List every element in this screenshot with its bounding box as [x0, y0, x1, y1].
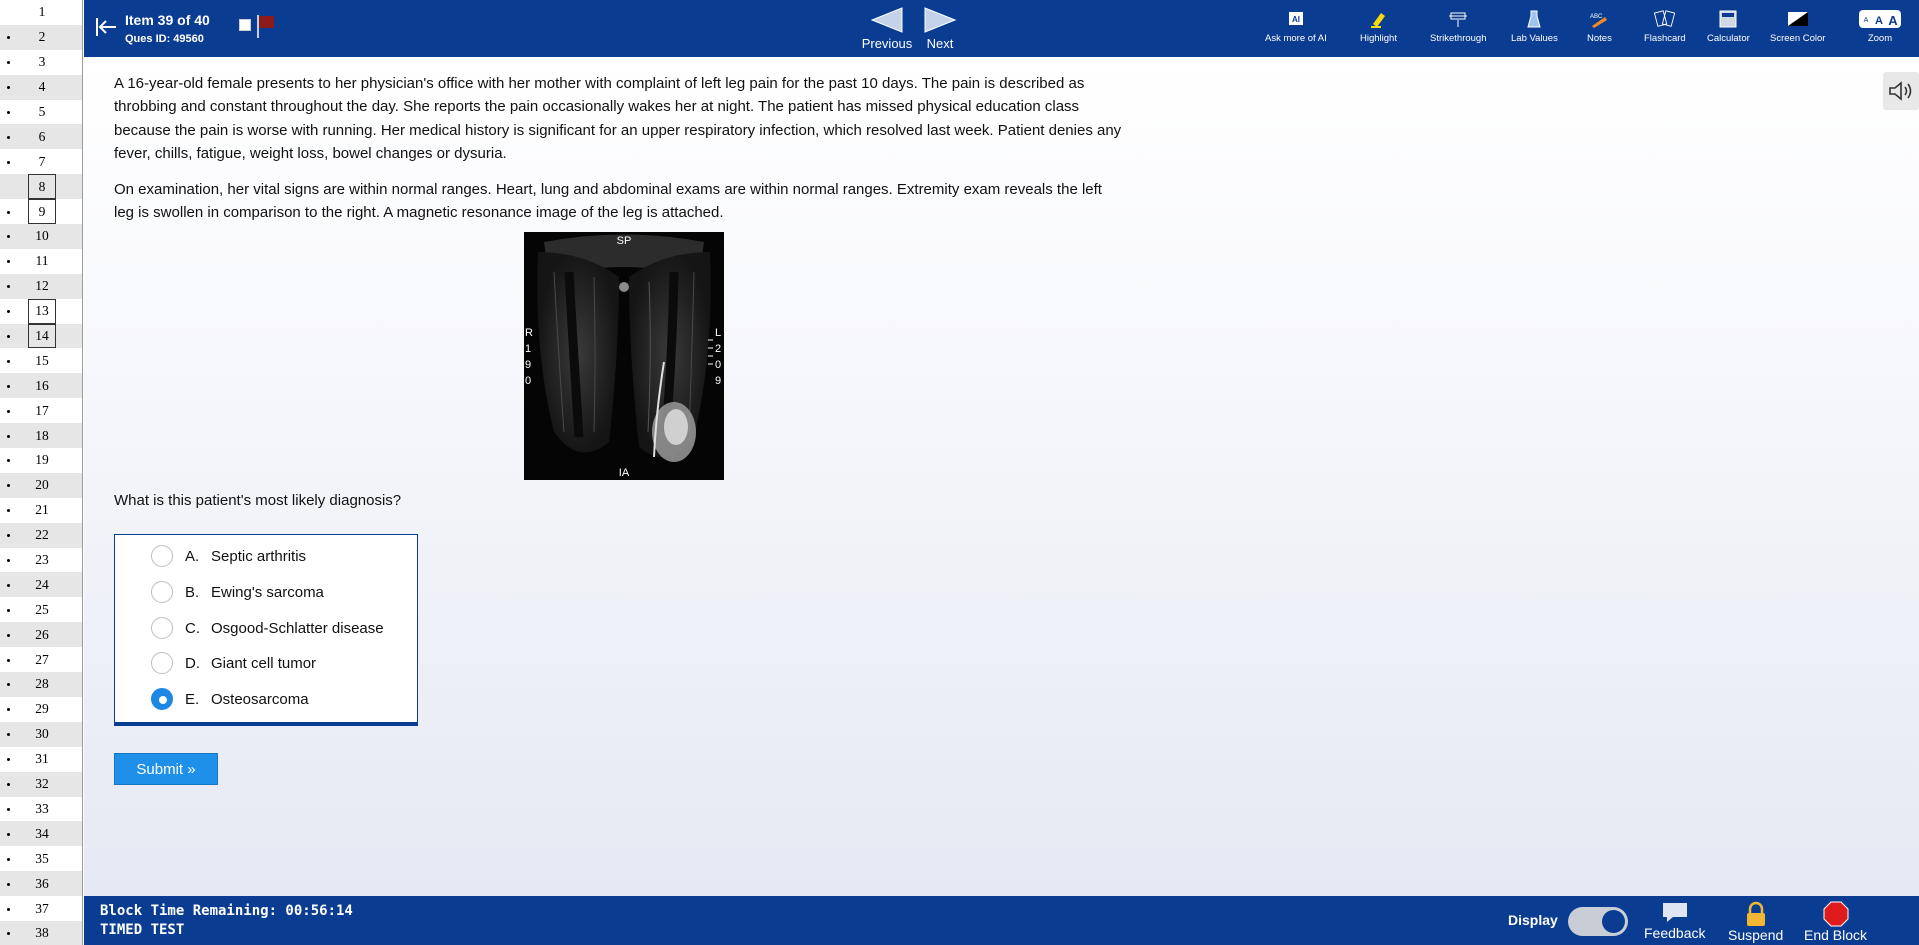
submit-button[interactable]: Submit » [114, 753, 218, 785]
flag-icon[interactable] [256, 13, 276, 39]
radio-button[interactable] [151, 652, 173, 674]
screen-color-icon [1787, 9, 1809, 29]
previous-label: Previous [861, 36, 913, 51]
mri-label-right: 0 [715, 359, 722, 371]
dot-icon [7, 310, 10, 313]
question-list-item[interactable]: 38 [0, 921, 82, 945]
dot-icon [7, 410, 10, 413]
strikethrough-button[interactable]: Strikethrough [1430, 9, 1487, 44]
dot-icon [7, 609, 10, 612]
bottom-toolbar [84, 896, 1919, 945]
question-paragraph: On examination, her vital signs are within normal ranges. Heart, lung and abdominal exams are within normal ranges. Extremity exam reveals the left leg is swollen in comparison to the right. A magnetic resonance image of the leg is attached. [114, 181, 1102, 222]
radio-button[interactable] [151, 545, 173, 567]
back-arrow-icon[interactable] [94, 14, 118, 40]
question-list-item[interactable]: 37 [0, 896, 82, 921]
next-button[interactable] [910, 6, 970, 51]
question-list-item[interactable]: 13 [0, 299, 82, 324]
stop-icon [1823, 901, 1849, 927]
ai-icon [1288, 9, 1304, 29]
dot-icon [7, 235, 10, 238]
flashcard-icon [1652, 9, 1678, 29]
radio-button-selected[interactable] [151, 688, 173, 710]
dot-icon [7, 659, 10, 662]
flashcard-button[interactable]: Flashcard [1644, 9, 1686, 44]
dot-icon [7, 808, 10, 811]
answer-choice-d[interactable]: D. Giant cell tumor [151, 651, 316, 675]
dot-icon [7, 783, 10, 786]
dot-icon [7, 86, 10, 89]
answer-choice-b[interactable]: B. Ewing's sarcoma [151, 580, 324, 604]
mri-label-left: 1 [525, 343, 532, 355]
previous-button[interactable] [857, 6, 917, 51]
calculator-icon [1718, 9, 1738, 29]
highlight-button[interactable]: Highlight [1360, 9, 1397, 44]
feedback-button[interactable]: Feedback [1644, 901, 1705, 941]
question-list-item[interactable]: 10 [0, 224, 82, 249]
question-list-item[interactable]: 3 [0, 50, 82, 75]
question-list-item[interactable]: 31 [0, 747, 82, 772]
item-counter: Item 39 of 40 [125, 12, 210, 28]
dot-icon [7, 459, 10, 462]
question-list-item[interactable]: 8 [0, 174, 82, 199]
question-list-item[interactable]: 1 [38, 4, 46, 20]
question-list-item[interactable]: 21 [0, 498, 82, 523]
mri-label-right: 9 [715, 375, 722, 387]
question-list-item[interactable]: 34 [0, 821, 82, 846]
speaker-icon [1887, 80, 1915, 102]
question-list-item[interactable]: 22 [0, 523, 82, 548]
dot-icon [7, 908, 10, 911]
question-list-item[interactable]: 29 [0, 697, 82, 722]
svg-text:ABC: ABC [1590, 14, 1603, 20]
question-list-item[interactable]: 7 [0, 149, 82, 174]
zoom-button[interactable]: A A A Zoom [1858, 9, 1902, 44]
dot-icon [7, 260, 10, 263]
dot-icon [7, 484, 10, 487]
question-list-item[interactable]: 17 [0, 398, 82, 423]
notes-button[interactable]: ABC Notes [1587, 9, 1612, 44]
question-list-item[interactable]: 24 [0, 572, 82, 597]
feedback-icon [1660, 901, 1690, 925]
question-list-item[interactable]: 2 [0, 25, 82, 50]
question-stem: What is this patient's most likely diagnosis? [114, 492, 402, 509]
svg-text:AI: AI [1291, 15, 1300, 24]
dot-icon [7, 932, 10, 935]
answer-choice-e[interactable]: E. Osteosarcoma [151, 687, 309, 711]
previous-arrow-icon [870, 6, 904, 34]
answer-choices [114, 534, 418, 726]
question-list-item[interactable]: 16 [0, 373, 82, 398]
mri-label-left: 9 [525, 359, 532, 371]
end-block-button[interactable]: End Block [1804, 901, 1867, 943]
question-list-item[interactable]: 11 [0, 249, 82, 274]
question-list-item[interactable]: 20 [0, 473, 82, 498]
question-list-item[interactable]: 33 [0, 797, 82, 822]
lock-icon [1743, 901, 1769, 927]
question-list-item[interactable]: 15 [0, 348, 82, 373]
question-list-item[interactable]: 36 [0, 871, 82, 896]
dot-icon [7, 733, 10, 736]
svg-text:A: A [1888, 13, 1898, 28]
question-list-item[interactable]: 27 [0, 647, 82, 672]
question-list-item[interactable]: 9 [0, 199, 82, 224]
question-id: Ques ID: 49560 [125, 33, 204, 45]
answer-choice-a[interactable]: A. Septic arthritis [151, 544, 306, 568]
next-label: Next [926, 36, 954, 51]
mri-label-left: 0 [525, 375, 532, 387]
question-list-item[interactable]: 18 [0, 423, 82, 448]
zoom-icon [1858, 9, 1902, 29]
dot-icon [7, 111, 10, 114]
notes-icon [1588, 9, 1610, 29]
dot-icon [7, 136, 10, 139]
question-list-item[interactable]: 30 [0, 722, 82, 747]
mri-image[interactable] [524, 232, 724, 480]
display-toggle[interactable] [1568, 907, 1628, 936]
lab-values-button[interactable]: Lab Values [1511, 9, 1558, 44]
strikethrough-icon [1448, 9, 1468, 29]
calculator-button[interactable]: Calculator [1707, 9, 1750, 44]
svg-text:A: A [1863, 17, 1869, 24]
question-list-item[interactable]: 19 [0, 448, 82, 473]
svg-text:A: A [1875, 15, 1883, 27]
question-list-item[interactable]: 26 [0, 622, 82, 647]
dot-icon [7, 509, 10, 512]
mri-label-bottom: IA [618, 467, 630, 479]
dot-icon [7, 211, 10, 214]
question-list [0, 0, 83, 945]
mri-thigh-image [524, 232, 724, 480]
answer-choice-c[interactable]: C. Osgood-Schlatter disease [151, 616, 384, 640]
question-list-item[interactable]: 28 [0, 672, 82, 697]
question-list-item[interactable]: 6 [0, 124, 82, 149]
test-mode: TIMED TEST [100, 922, 185, 938]
mri-label-right: 2 [715, 343, 722, 355]
dot-icon [7, 435, 10, 438]
dot-icon [7, 683, 10, 686]
dot-icon [7, 883, 10, 886]
display-label: Display [1508, 912, 1558, 928]
dot-icon [7, 584, 10, 587]
dot-icon [7, 36, 10, 39]
dot-icon [7, 559, 10, 562]
question-list-item[interactable]: 14 [0, 324, 82, 349]
question-list-item[interactable]: 25 [0, 597, 82, 622]
dot-icon [7, 634, 10, 637]
dot-icon [7, 858, 10, 861]
question-list-item[interactable]: 4 [0, 75, 82, 100]
mri-label-right: L [715, 327, 722, 339]
dot-icon [7, 360, 10, 363]
mri-label-top: SP [616, 235, 632, 247]
mark-checkbox[interactable] [239, 19, 251, 31]
question-list-item[interactable]: 12 [0, 274, 82, 299]
highlighter-icon [1368, 9, 1388, 29]
radio-button[interactable] [151, 581, 173, 603]
question-list-item[interactable]: 5 [0, 100, 82, 125]
dot-icon [7, 61, 10, 64]
dot-icon [7, 534, 10, 537]
radio-button[interactable] [151, 617, 173, 639]
ask-ai-button[interactable]: AI Ask more of AI [1265, 9, 1327, 44]
dot-icon [7, 833, 10, 836]
question-paragraph: A 16-year-old female presents to her physician's office with her mother with complaint of left leg pain for the past 10 days. The pain is described as throbbing and constant throughout the day. She reports the pain occasionally wakes her at night. The patient has missed physical education class because the pain is worse with running. Her medical history is significant for an upper respiratory infection, which resolved last week. Patient denies any fever, chills, fatigue, weight loss, bowel changes or dysuria. [114, 75, 1122, 163]
screen-color-button[interactable]: Screen Color [1770, 9, 1825, 44]
dot-icon [7, 708, 10, 711]
toggle-knob [1602, 910, 1625, 933]
question-list-item[interactable]: 35 [0, 846, 82, 871]
question-list-item[interactable]: 32 [0, 772, 82, 797]
mri-label-left: R [525, 327, 533, 339]
question-panel [84, 57, 1919, 896]
dot-icon [7, 758, 10, 761]
question-list-item[interactable]: 23 [0, 548, 82, 573]
dot-icon [7, 385, 10, 388]
top-toolbar [84, 0, 1919, 57]
dot-icon [7, 161, 10, 164]
flask-icon [1526, 9, 1542, 29]
block-time-remaining: Block Time Remaining: 00:56:14 [100, 903, 353, 919]
audio-button[interactable] [1883, 72, 1919, 110]
dot-icon [7, 285, 10, 288]
suspend-button[interactable]: Suspend [1728, 901, 1783, 943]
next-arrow-icon [923, 6, 957, 34]
dot-icon [7, 335, 10, 338]
